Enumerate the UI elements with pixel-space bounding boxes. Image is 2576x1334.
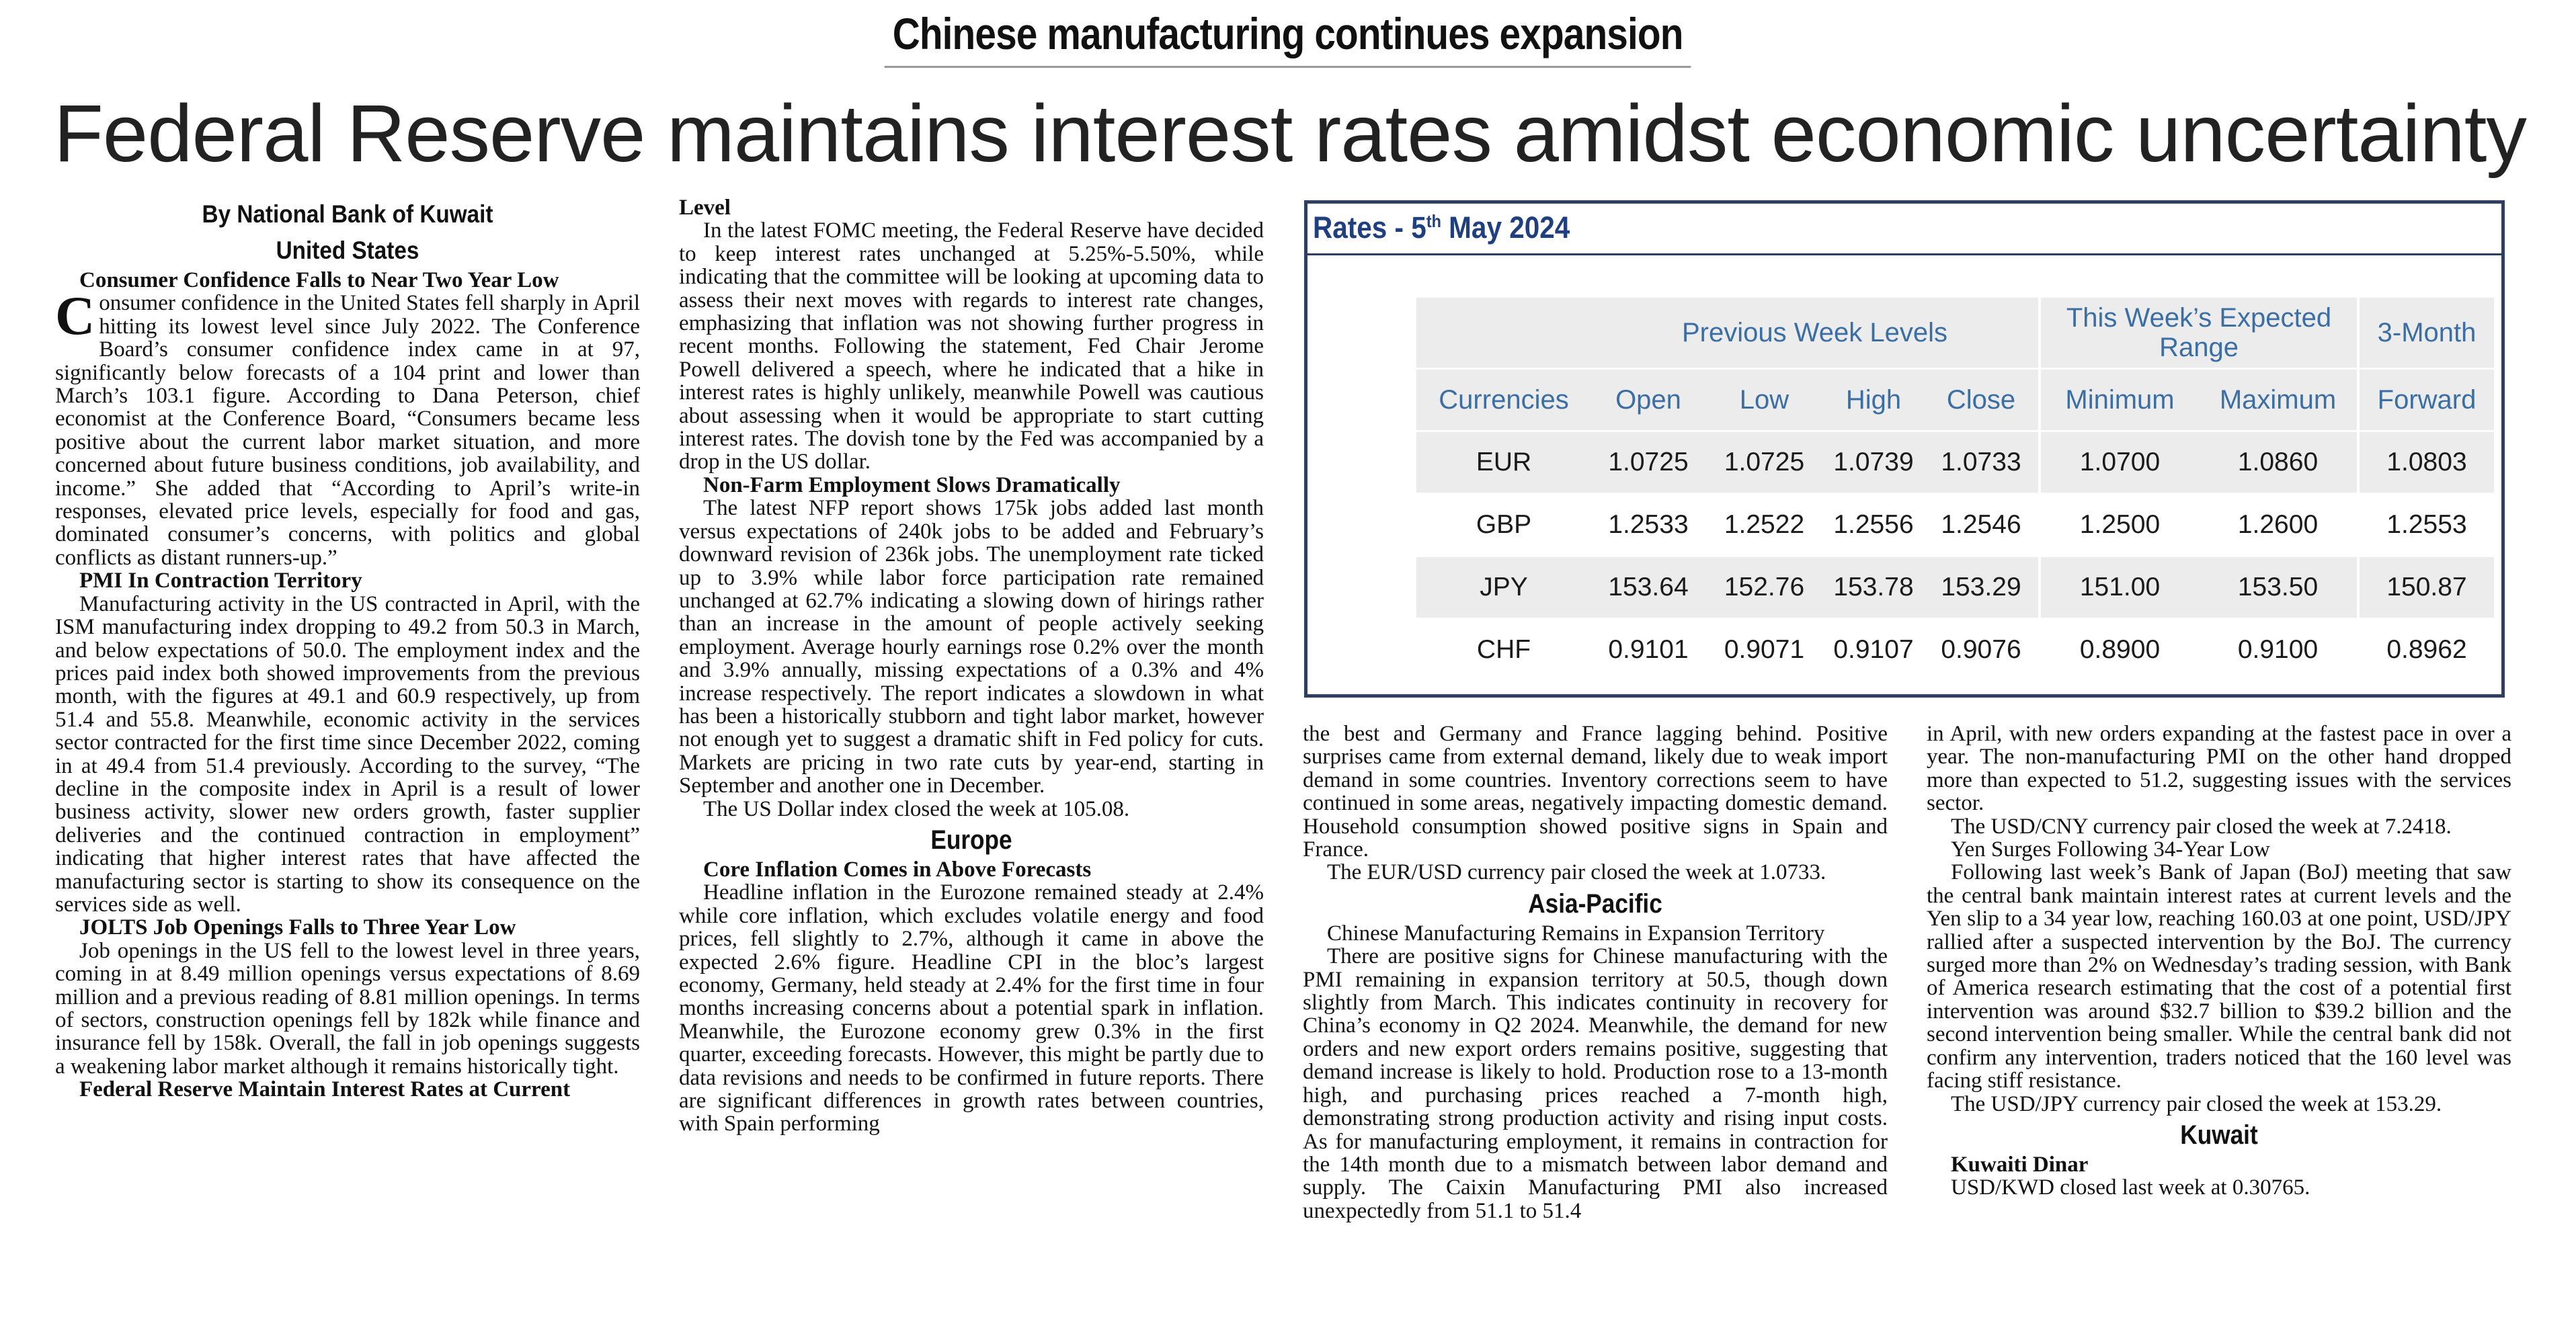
rates-header-row bbox=[1416, 369, 2494, 431]
group-3-month: 3-Month bbox=[2358, 298, 2494, 369]
drop-cap: C bbox=[55, 285, 95, 347]
paragraph-nfp: The latest NFP report shows 175k jobs added last month versus expectations of 240k jobs to be added and February’s downward revision of 236k jobs. The unemployment rate ticked up to 3.9% while labor force participation rate remained unchanged at 62.7% indicating a slowing down of hirings rather than an increase in the amount of people actively seeking employment. Average hourly earnings rose 0.2% over the month and 3.9% annually, missing expectations of a 0.3% and 4% increase respectively. The report indicates a slowdown in what has been a historically stubborn and tight labor market, however not enough yet to suggest a dramatic shift in Fed policy for cuts. Markets are pricing in two rate cuts by year-end, starting in September and another one in December. bbox=[679, 496, 1264, 798]
rate-cell: 1.2553 bbox=[2358, 494, 2494, 556]
paragraph-usdkwd: USD/KWD closed last week at 0.30765. bbox=[1951, 1175, 2310, 1200]
subhead-fed-rates: Federal Reserve Maintain Interest Rates at Current bbox=[79, 1077, 571, 1102]
subhead-chinese-manufacturing: Chinese Manufacturing Remains in Expansion Territory bbox=[1327, 921, 1825, 946]
section-united-states: United States bbox=[276, 237, 419, 264]
rates-title-rule bbox=[1307, 253, 2501, 255]
rate-cell: 153.29 bbox=[1924, 556, 2040, 619]
rates-table-panel bbox=[1304, 200, 2505, 698]
rates-title bbox=[1313, 210, 1570, 245]
rate-cell: 1.0725 bbox=[1591, 431, 1705, 494]
group-blank bbox=[1416, 298, 1591, 369]
paragraph-eurusd: The EUR/USD currency pair closed the week at 1.0733. bbox=[1327, 860, 1826, 885]
header-low: Low bbox=[1705, 369, 1823, 431]
paragraph-text: onsumer confidence in the United States fell sharply in April hitting its lowest level since July 2022. The Conference Board’s consumer confidence index came in at 97, significantly below forecasts of a 104 print and lower than March’s 103.1 figure. According to Dana Peterson, chief economist at the Conference Board, “Consumers became less positive about the current labor market situation, and more concerned about future business conditions, job availability, and income.” She added that “According to April’s write-in responses, elevated price levels, especially for food and gas, dominated consumer’s concerns, with politics and global conflicts as distant runners-up.” bbox=[55, 291, 640, 570]
rate-cell: 1.0725 bbox=[1705, 431, 1823, 494]
rate-cell: 0.8962 bbox=[2358, 619, 2494, 681]
subhead-nfp: Non-Farm Employment Slows Dramatically bbox=[703, 472, 1121, 497]
header-open: Open bbox=[1591, 369, 1705, 431]
rate-cell: 1.2522 bbox=[1705, 494, 1823, 556]
group-previous-week: Previous Week Levels bbox=[1591, 298, 2040, 369]
header-forward: Forward bbox=[2358, 369, 2494, 431]
section-asia-pacific: Asia-Pacific bbox=[1528, 888, 1662, 919]
currency-cell: EUR bbox=[1416, 431, 1591, 494]
header-close: Close bbox=[1924, 369, 2040, 431]
currency-cell: GBP bbox=[1416, 494, 1591, 556]
rate-cell: 0.9071 bbox=[1705, 619, 1823, 681]
kicker-text: Chinese manufacturing continues expansion bbox=[885, 8, 1691, 68]
rate-cell: 1.2600 bbox=[2199, 494, 2358, 556]
rates-title-sup: th bbox=[1426, 211, 1441, 231]
subhead-pmi: PMI In Contraction Territory bbox=[79, 569, 362, 593]
currency-cell: CHF bbox=[1416, 619, 1591, 681]
paragraph-dollar-index: The US Dollar index closed the week at 105.08. bbox=[703, 796, 1130, 821]
rate-row-eur bbox=[1416, 431, 2494, 494]
header-high: High bbox=[1823, 369, 1924, 431]
paragraph-jolts: Job openings in the US fell to the lowest level in three years, coming in at 8.49 million openings versus expectations of 8.69 million and a previous reading of 8.81 million openings. In terms of sectors, construction openings fell by 182k while finance and insurance fell by 158k. Overall, the fall in job openings suggests a weakening labor market although it remains historically tight. bbox=[55, 938, 640, 1079]
rate-cell: 1.2533 bbox=[1591, 494, 1705, 556]
rates-title-end: May 2024 bbox=[1441, 210, 1570, 245]
rate-cell: 152.76 bbox=[1705, 556, 1823, 619]
rate-cell: 0.9076 bbox=[1924, 619, 2040, 681]
subhead-yen-surges: Yen Surges Following 34-Year Low bbox=[1951, 837, 2270, 862]
group-expected-range: This Week’s Expected Range bbox=[2040, 298, 2358, 369]
paragraph-usdjpy: The USD/JPY currency pair closed the week at 153.29. bbox=[1951, 1091, 2442, 1116]
header-maximum: Maximum bbox=[2199, 369, 2358, 431]
paragraph-consumer-confidence bbox=[55, 285, 640, 570]
rate-cell: 0.8900 bbox=[2040, 619, 2199, 681]
section-kuwait: Kuwait bbox=[2180, 1120, 2258, 1150]
subhead-kuwaiti-dinar: Kuwaiti Dinar bbox=[1951, 1152, 2089, 1177]
kicker bbox=[0, 8, 2576, 68]
rate-cell: 0.9101 bbox=[1591, 619, 1705, 681]
rate-cell: 1.0700 bbox=[2040, 431, 2199, 494]
column-2 bbox=[679, 196, 1264, 1136]
rate-cell: 153.78 bbox=[1823, 556, 1924, 619]
rate-row-jpy bbox=[1416, 556, 2494, 619]
paragraph-fomc: In the latest FOMC meeting, the Federal Reserve have decided to keep interest rates unchanged at 5.25%-5.50%, while indicating that the committee will be looking at upcoming data to assess their next moves with regards to interest rate changes, emphasizing that inflation was not showing further progress in recent months. Following the statement, Fed Chair Jerome Powell delivered a speech, where he indicated that a hike in interest rates is highly unlikely, meanwhile Powell was cautious about assessing when it would be appropriate to start cutting interest rates. The dovish tone by the Fed was accompanied by a drop in the US dollar. bbox=[679, 218, 1264, 474]
subhead-consumer-confidence: Consumer Confidence Falls to Near Two Year Low bbox=[79, 268, 559, 292]
header-minimum: Minimum bbox=[2040, 369, 2199, 431]
rate-cell: 1.2556 bbox=[1823, 494, 1924, 556]
rates-group-row bbox=[1416, 298, 2494, 369]
subhead-core-inflation: Core Inflation Comes in Above Forecasts bbox=[703, 857, 1092, 882]
rates-table bbox=[1416, 298, 2494, 680]
paragraph-china-pmi: There are positive signs for Chinese manufacturing with the PMI remaining in expansion territory at 50.5, though down slightly from March. This indicates continuity in recovery for China’s economy in Q2 2024. Meanwhile, the demand for new orders and new export orders remains positive, suggesting that demand increase is likely to hold. Production rose to a 13-month high, and purchasing prices reached a 7-month high, demonstrating strong production activity and rising input costs. As for manufacturing employment, it remains in contraction for the 14th month due to a mismatch between labor demand and supply. The Caixin Manufacturing PMI also increased unexpectedly from 51.1 to 51.4 bbox=[1303, 944, 1888, 1223]
column-4 bbox=[1927, 722, 2511, 1200]
rate-cell: 153.50 bbox=[2199, 556, 2358, 619]
rate-cell: 150.87 bbox=[2358, 556, 2494, 619]
rate-cell: 0.9100 bbox=[2199, 619, 2358, 681]
rate-cell: 153.64 bbox=[1591, 556, 1705, 619]
rate-cell: 1.0733 bbox=[1924, 431, 2040, 494]
rates-title-text: Rates - 5 bbox=[1313, 210, 1426, 245]
paragraph-pmi: Manufacturing activity in the US contracted in April, with the ISM manufacturing index dropping to 49.2 from 50.3 in March, and below expectations of 50.0. The employment index and the prices paid index both showed improvements from the previous month, with the figures at 49.1 and 60.9 respectively, up from 51.4 and 55.8. Meanwhile, economic activity in the services sector contracted for the first time since December 2022, coming in at 49.4 from 51.4 previously. According to the survey, “The decline in the composite index in April is a result of lower business activity, slower new orders growth, faster supplier deliveries and the continued contraction in employment” indicating that higher interest rates that have affected the manufacturing sector is starting to show its consequence on the services side as well. bbox=[55, 591, 640, 917]
rate-cell: 151.00 bbox=[2040, 556, 2199, 619]
section-europe: Europe bbox=[930, 825, 1012, 855]
paragraph-yen: Following last week’s Bank of Japan (BoJ) meeting that saw the central bank maintain interest rates at current levels and the Yen slip to a 34 year low, reaching 160.03 at one point, USD/JPY rallied after a suspected intervention by the BoJ. The currency surged more than 2% on Wednesday’s trading session, with Bank of America research estimating that the cost of a potential first intervention was around $32.7 billion to $39.2 billion and the second intervention being smaller. While the central bank did not confirm any intervention, traders noticed that the 160 level was facing stiff resistance. bbox=[1927, 860, 2511, 1093]
rate-row-gbp bbox=[1416, 494, 2494, 556]
subhead-jolts: JOLTS Job Openings Falls to Three Year Low bbox=[79, 915, 516, 940]
paragraph-usdcny: The USD/CNY currency pair closed the week at 7.2418. bbox=[1951, 814, 2452, 839]
rate-cell: 1.0860 bbox=[2199, 431, 2358, 494]
column-3 bbox=[1303, 722, 1888, 1222]
subhead-fed-rates-cont: Level bbox=[679, 196, 731, 220]
rate-cell: 0.9107 bbox=[1823, 619, 1924, 681]
header-currencies: Currencies bbox=[1416, 369, 1591, 431]
column-1 bbox=[55, 196, 640, 1101]
headline: Federal Reserve maintains interest rates amidst economic uncertainty bbox=[54, 87, 2526, 179]
byline: By National Bank of Kuwait bbox=[202, 200, 493, 228]
rate-row-chf bbox=[1416, 619, 2494, 681]
paragraph-eurozone-cont: the best and Germany and France lagging behind. Positive surprises came from external demand, likely due to weak import demand in some countries. Inventory corrections seem to have continued in some areas, negatively impacting domestic demand. Household consumption showed positive signs in Spain and France. bbox=[1303, 722, 1888, 862]
rate-cell: 1.2500 bbox=[2040, 494, 2199, 556]
rate-cell: 1.2546 bbox=[1924, 494, 2040, 556]
rate-cell: 1.0803 bbox=[2358, 431, 2494, 494]
rate-cell: 1.0739 bbox=[1823, 431, 1924, 494]
currency-cell: JPY bbox=[1416, 556, 1591, 619]
paragraph-china-pmi-cont: in April, with new orders expanding at the fastest pace in over a year. The non-manufacturing PMI on the other hand dropped more than expected to 51.2, suggesting issues with the services sector. bbox=[1927, 722, 2511, 816]
paragraph-eurozone: Headline inflation in the Eurozone remained steady at 2.4% while core inflation, which excludes volatile energy and food prices, fell slightly to 2.7%, although it came in above the expected 2.6% figure. Headline CPI in the bloc’s largest economy, Germany, held steady at 2.4% for the first time in four months increasing concerns about a potential spark in inflation. Meanwhile, the Eurozone economy grew 0.3% in the first quarter, exceeding forecasts. However, this might be partly due to data revisions and needs to be confirmed in future reports. There are significant differences in growth rates between countries, with Spain performing bbox=[679, 880, 1264, 1136]
